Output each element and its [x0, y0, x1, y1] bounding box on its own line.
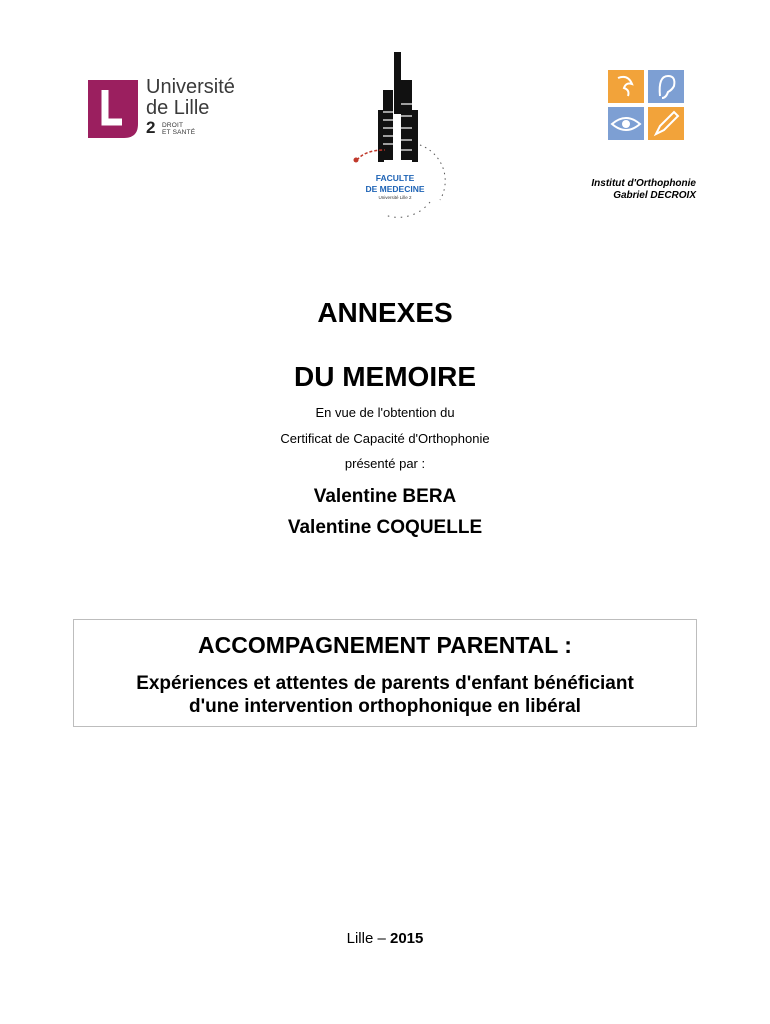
- universite-number: 2: [146, 118, 156, 137]
- thesis-title: ACCOMPAGNEMENT PARENTAL :: [198, 632, 572, 658]
- mouth-tile-icon: [608, 70, 644, 103]
- footer-place-date: [0, 930, 770, 947]
- author-name: Valentine BERA: [313, 486, 457, 507]
- footer-city: Lille: [346, 930, 374, 947]
- institut-name: Institut d'Orthophonie: [591, 178, 696, 189]
- universite-name-line1: Université: [146, 76, 235, 98]
- thesis-subtitle-line1: Expériences et attentes de parents d'enfant bénéficiant: [136, 673, 634, 694]
- faculte-medecine-logo: [345, 50, 455, 220]
- intro-line2: Certificat de Capacité d'Orthophonie: [280, 431, 490, 446]
- thesis-title-box: [73, 619, 697, 727]
- document-title-line2: DU MEMOIRE: [294, 361, 476, 392]
- thesis-subtitle-line2: d'une intervention orthophonique en libéral: [189, 696, 581, 717]
- universite-shield-icon: [88, 80, 138, 138]
- footer-year: 2015: [390, 930, 424, 947]
- universite-name-line2: de Lille: [146, 97, 210, 119]
- eye-tile-icon: [608, 107, 644, 140]
- faculte-university-label: Université Lille 2: [378, 195, 412, 200]
- author-name: Valentine COQUELLE: [287, 517, 483, 538]
- universite-faculty-label: DROIT ET SANTÉ: [162, 122, 196, 136]
- document-title-line1: ANNEXES: [317, 297, 453, 328]
- pencil-tile-icon: [648, 107, 684, 140]
- intro-line3: présenté par :: [344, 456, 426, 471]
- faculte-name-line2: DE MEDECINE: [365, 184, 425, 194]
- ear-tile-icon: [648, 70, 684, 103]
- footer-separator: –: [373, 930, 390, 947]
- intro-line1: En vue de l'obtention du: [315, 405, 455, 420]
- faculte-name-line1: FACULTE: [375, 173, 415, 183]
- institut-orthophonie-logo: [608, 70, 684, 140]
- institut-person-name: Gabriel DECROIX: [613, 190, 696, 201]
- universite-lille-logo: [88, 76, 258, 140]
- thesis-subtitle: [74, 672, 696, 718]
- institut-caption: [591, 178, 696, 202]
